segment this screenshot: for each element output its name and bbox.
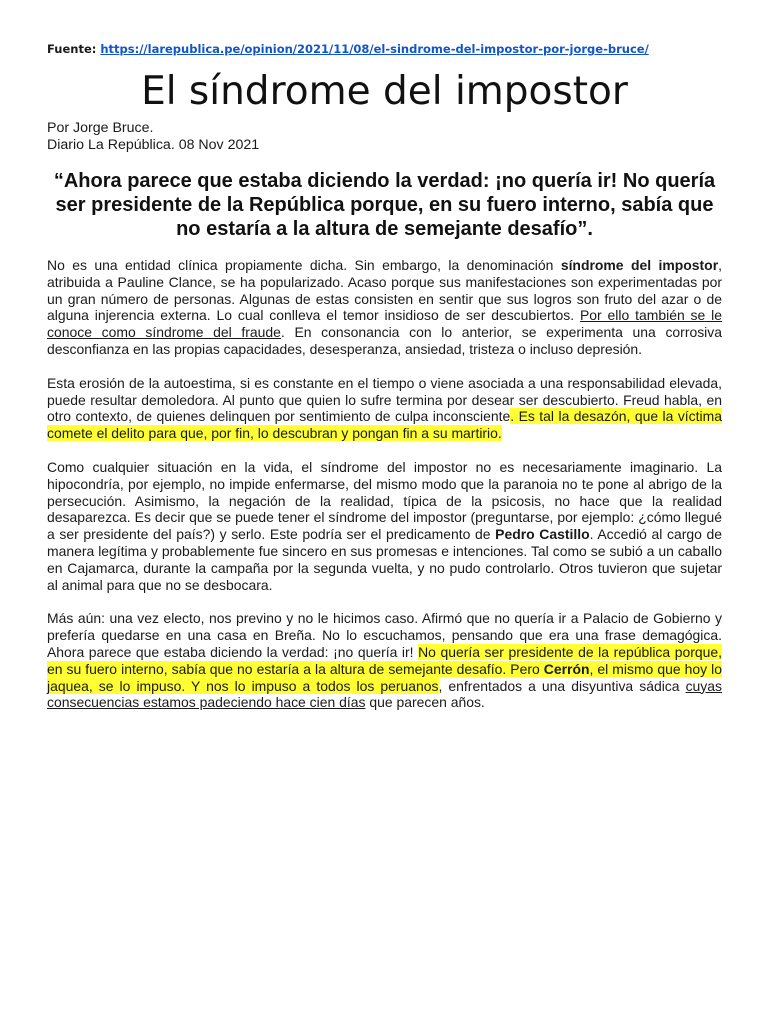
- p1-text-a: No es una entidad clínica propiamente dicha. Sin embargo, la denominación: [47, 257, 561, 273]
- article-title: El síndrome del impostor: [141, 69, 628, 114]
- p2-highlight: . Es tal la desazón, que la víctima comete el delito para que, por fin, lo descubran y pongan fin a su martirio.: [47, 408, 722, 442]
- source-label: Fuente:: [47, 42, 97, 56]
- p4-highlight-b: , el mismo que hoy lo jaquea, se lo impuso. Y nos lo impuso a todos los peruanos: [47, 660, 722, 694]
- p4-underlined: cuyas consecuencias estamos padeciendo hace cien días: [47, 677, 722, 711]
- p4-text-e: , enfrentados a una disyuntiva sádica: [438, 677, 686, 694]
- publication-line: Diario La República. 08 Nov 2021: [47, 137, 260, 153]
- p2-text-a: Esta erosión de la autoestima, si es constante en el tiempo o viene asociada a una responsabilidad elevada, puede resultar demoledora. Al punto que quien lo sufre termina por desear ser descubierto. Freud habla, en otro contexto, de quienes delinquen por sentimiento de culpa inconsciente: [47, 374, 722, 425]
- p4-text-g: que parecen años.: [365, 694, 485, 711]
- p1-text-e: . En consonancia con lo anterior, se experimenta una corrosiva desconfianza en las propias capacidades, desesperanza, ansiedad, tristeza o incluso depresión.: [47, 324, 722, 357]
- p4-bold-name: Cerrón: [543, 660, 590, 677]
- source-link[interactable]: https://larepublica.pe/opinion/2021/11/08/el-sindrome-del-impostor-por-jorge-bruce/: [100, 42, 649, 56]
- p1-bold-term: síndrome del impostor: [560, 257, 719, 273]
- source-line: [47, 42, 722, 56]
- p4-highlight-a: No quería ser presidente de la república porque, en su fuero interno, sabía que no estaría a la altura de semejante desafío. Pero: [47, 643, 722, 677]
- p4-text-a: Más aún: una vez electo, nos previno y no le hicimos caso. Afirmó que no quería ir a Palacio de Gobierno y prefería quedarse en una casa en Breña. No lo escuchamos, pensando que era una frase demagógica. Ahora parece que estaba diciendo la verdad: ¡no quería ir!: [47, 610, 722, 660]
- paragraph-2: [47, 375, 722, 442]
- paragraph-1: [47, 257, 722, 358]
- p3-text-a: Como cualquier situación en la vida, el síndrome del impostor no es necesariamente imaginario. La hipocondría, por ejemplo, no impide enfermarse, del mismo modo que la paranoia no te pone al abrigo de la persecución. Asimismo, la negación de la realidad, típica de la psicosis, no hace que la realidad desaparezca. Es decir que se puede tener el síndrome del impostor (preguntarse, por ejemplo: ¿cómo llegué a ser presidente del país?) y serlo. Este podría ser el predicamento de: [47, 458, 722, 543]
- paragraph-3: [47, 459, 722, 593]
- p1-underlined: Por ello también se le conoce como síndrome del fraude: [47, 307, 722, 341]
- p3-bold-name: Pedro Castillo: [495, 526, 590, 543]
- lead-quote: “Ahora parece que estaba diciendo la verdad: ¡no quería ir! No quería ser presidente de la República porque, en su fuero interno, sabía que no estaría a la altura de semejante desafío”.: [53, 170, 716, 240]
- p1-text-c: , atribuida a Pauline Clance, se ha popularizado. Acaso porque sus manifestaciones son experimentadas por un gran número de personas. Algunas de estas consisten en sentir que sus logros son fruto del azar o de alguna injerencia externa. Lo cual conlleva el temor insidioso de ser descubiertos.: [47, 257, 722, 324]
- paragraph-4: [47, 610, 722, 711]
- byline: Por Jorge Bruce.: [47, 120, 154, 136]
- p3-text-c: . Accedió al cargo de manera legítima y probablemente fue sincero en sus promesas e intenciones. Tal como se subió a un caballo en Cajamarca, durante la campaña por la segunda vuelta, y no pudo controlarlo. Otros tuvieron que sujetar al animal para que no se desbocara.: [47, 526, 722, 593]
